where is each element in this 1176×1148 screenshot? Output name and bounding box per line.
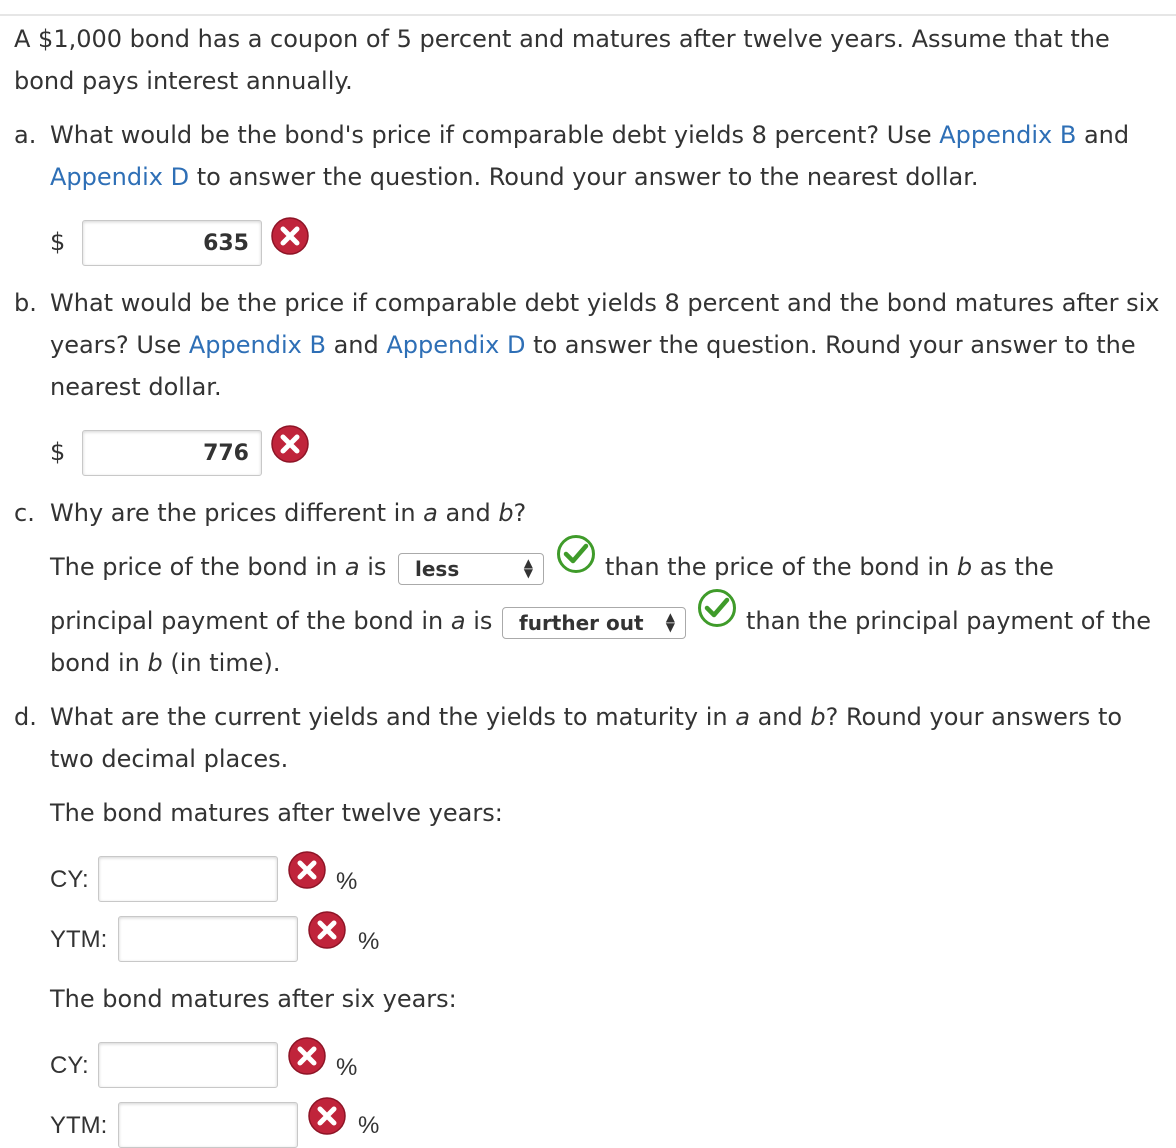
var-a: a	[423, 499, 438, 527]
part-a-answer-input[interactable]: 635	[82, 220, 262, 266]
var-a: a	[344, 553, 360, 581]
part-d-question-line-1	[50, 696, 1122, 738]
percent-sign: %	[336, 1054, 358, 1081]
part-a-marker: a.	[14, 121, 37, 149]
appendix-b-link[interactable]: Appendix B	[188, 331, 326, 359]
part-c-marker: c.	[14, 499, 35, 527]
part-a-question-line-2	[50, 156, 979, 198]
var-b: b	[810, 703, 826, 731]
six-ytm-label: YTM:	[50, 1112, 108, 1139]
select-arrows-icon: ▲ ▼	[523, 556, 533, 580]
twelve-year-heading: The bond matures after twelve years:	[50, 799, 503, 827]
part-b-answer-input[interactable]: 776	[82, 430, 262, 476]
principal-timing-select[interactable]	[502, 607, 686, 639]
part-a-text-and: and	[1076, 121, 1130, 149]
incorrect-icon	[307, 910, 347, 950]
part-a-text: What would be the bond's price if comparable debt yields 8 percent? Use	[50, 121, 940, 149]
part-c-sentence-2-start	[50, 600, 492, 642]
correct-icon	[697, 588, 737, 628]
part-a-question-line-1	[50, 114, 1129, 156]
part-c-sentence-2-end: than the principal payment of the	[746, 607, 1151, 635]
part-c-sentence-3	[50, 642, 280, 684]
part-c-sentence-1-start	[50, 546, 386, 588]
part-a-text-2: to answer the question. Round your answer to the nearest dollar.	[189, 163, 979, 191]
part-c-qmark: ?	[513, 499, 527, 527]
part-d-marker: d.	[14, 703, 37, 731]
top-divider	[0, 14, 1176, 16]
part-b-marker: b.	[14, 289, 37, 317]
part-c-s1-is: is	[359, 553, 387, 581]
appendix-d-link[interactable]: Appendix D	[386, 331, 526, 359]
part-c-sentence-1-end	[605, 546, 1054, 588]
part-c-s1-as-the: as the	[972, 553, 1054, 581]
part-c-and: and	[437, 499, 499, 527]
incorrect-icon	[307, 1096, 347, 1136]
select-arrows-icon: ▲ ▼	[665, 610, 675, 634]
percent-sign: %	[358, 928, 380, 955]
appendix-d-link[interactable]: Appendix D	[50, 163, 190, 191]
incorrect-icon	[270, 216, 310, 256]
part-d-and: and	[749, 703, 811, 731]
appendix-b-link[interactable]: Appendix B	[939, 121, 1077, 149]
part-c-s1-text: The price of the bond in	[50, 553, 345, 581]
incorrect-icon	[287, 1036, 327, 1076]
part-b-question-line-3: nearest dollar.	[50, 373, 222, 401]
var-a: a	[735, 703, 750, 731]
incorrect-icon	[287, 850, 327, 890]
percent-sign: %	[358, 1112, 380, 1139]
part-c-s2-is: is	[465, 607, 493, 635]
part-b-question-line-1: What would be the price if comparable debt yields 8 percent and the bond matures after six	[50, 289, 1160, 317]
twelve-ytm-input[interactable]	[118, 916, 298, 962]
six-cy-label: CY:	[50, 1052, 89, 1079]
twelve-cy-label: CY:	[50, 866, 89, 893]
price-comparison-select[interactable]	[398, 553, 544, 585]
part-b-currency: $	[50, 438, 66, 466]
correct-icon	[556, 534, 596, 574]
part-c-s2-text: principal payment of the bond in	[50, 607, 451, 635]
six-cy-input[interactable]	[98, 1042, 278, 1088]
part-c-s3-end: (in time).	[162, 649, 281, 677]
var-b: b	[498, 499, 514, 527]
six-ytm-input[interactable]	[118, 1102, 298, 1148]
part-c-question	[50, 492, 526, 534]
part-c-s3-text: bond in	[50, 649, 148, 677]
part-b-text-2: to answer the question. Round your answer to the	[525, 331, 1136, 359]
part-a-currency: $	[50, 228, 66, 256]
incorrect-icon	[270, 424, 310, 464]
var-a: a	[450, 607, 466, 635]
intro-line-2: bond pays interest annually.	[14, 67, 353, 95]
var-b: b	[147, 649, 163, 677]
intro-line-1: A $1,000 bond has a coupon of 5 percent and matures after twelve years. Assume that the	[14, 25, 1110, 53]
part-b-text: years? Use	[50, 331, 189, 359]
part-c-text: Why are the prices different in	[50, 499, 424, 527]
principal-timing-value: further out	[519, 611, 644, 635]
percent-sign: %	[336, 868, 358, 895]
twelve-ytm-label: YTM:	[50, 926, 108, 953]
six-year-heading: The bond matures after six years:	[50, 985, 457, 1013]
part-b-text-and: and	[325, 331, 387, 359]
price-comparison-value: less	[415, 557, 460, 581]
part-d-text: What are the current yields and the yields to maturity in	[50, 703, 736, 731]
part-d-question-line-2: two decimal places.	[50, 745, 289, 773]
twelve-cy-input[interactable]	[98, 856, 278, 902]
var-b: b	[956, 553, 973, 581]
part-d-text-2: ? Round your answers to	[825, 703, 1123, 731]
part-c-s1-post: than the price of the bond in	[605, 553, 957, 581]
part-b-question-line-2	[50, 324, 1136, 366]
